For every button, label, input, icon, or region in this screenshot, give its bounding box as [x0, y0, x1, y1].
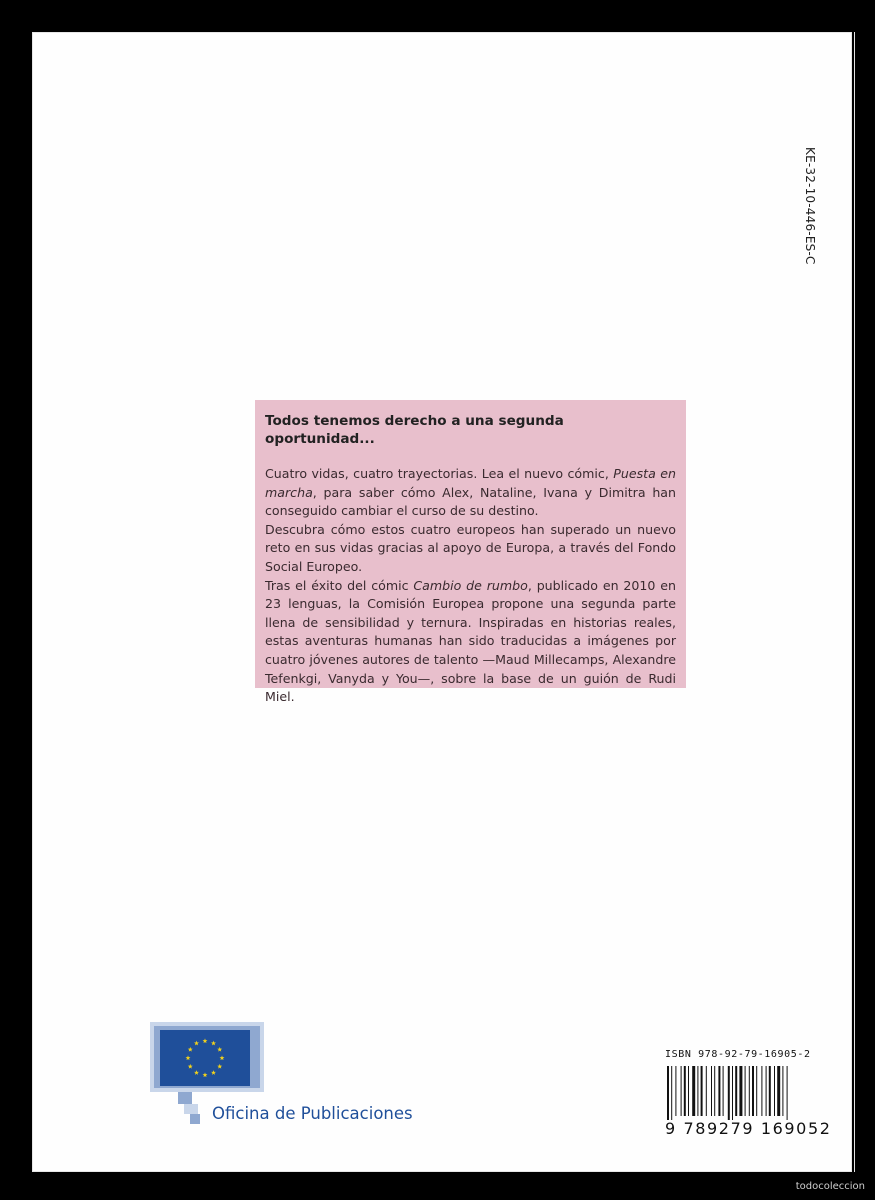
back-cover: [32, 32, 852, 1172]
blurb-p3-text: Tras el éxito del cómic: [265, 577, 414, 593]
barcode-bar: [723, 1066, 724, 1116]
barcode-bar: [774, 1066, 775, 1116]
barcode-bar: [718, 1066, 720, 1116]
blurb-p1-text: Cuatro vidas, cuatro trayectorias. Lea el nuevo cómic,: [265, 466, 614, 481]
blurb-paragraph-2: Descubra cómo estos cuatro europeos han superado un nuevo reto en sus vidas gracias al apoyo de Europa, a través del Fondo Social Europeo.: [265, 521, 676, 574]
barcode-bar: [761, 1066, 762, 1116]
barcode-bar: [769, 1066, 771, 1116]
barcode-bar: [714, 1066, 715, 1116]
barcode-bar: [787, 1066, 788, 1120]
barcode-bar: [756, 1066, 757, 1116]
watermark: todocoleccion: [795, 1181, 865, 1192]
barcode-bar: [745, 1066, 746, 1116]
barcode-bar: [749, 1066, 750, 1116]
barcode-bar: [701, 1066, 703, 1116]
blurb-paragraph-1: [265, 465, 676, 521]
barcode-bar: [684, 1066, 686, 1116]
blurb-p1-text-end: , para saber cómo Alex, Nataline, Ivana y Dimitra han conseguido cambiar el curso de su destino.: [265, 484, 676, 519]
barcode-digits: 9 789279 169052: [665, 1119, 832, 1138]
barcode-bar: [735, 1066, 737, 1116]
spine-fold-line: [854, 32, 855, 1172]
barcode-bar: [675, 1066, 676, 1116]
isbn-label: ISBN 978-92-79-16905-2: [665, 1049, 811, 1060]
blurb-p3-text-end: , publicado en 2010 en 23 lenguas, la Comisión Europea propone una segunda parte llena de sensibilidad y ternura. Inspiradas en historias reales, estas aventuras humanas han sido traducidas a imágenes por cuatro jóvenes autores de talento —Maud Millecamps, Alexandre Tefenkgi, Vanyda y You—, sobre la base de un guión de Rudi Miel.: [265, 577, 676, 705]
blurb-paragraph-3: [265, 577, 676, 707]
barcode-bar: [671, 1066, 672, 1120]
barcode-bar: [732, 1066, 733, 1120]
barcode-bar: [711, 1066, 712, 1116]
blurb-title: Todos tenemos derecho a una segunda oportunidad...: [265, 413, 564, 447]
barcode-bar: [777, 1066, 780, 1116]
isbn-barcode-block: [665, 1049, 832, 1138]
blurb-p1-italic-title: Puesta en marcha: [265, 466, 676, 500]
blurb-p3-italic-title: Cambio de rumbo: [413, 577, 528, 593]
barcode-bar: [782, 1066, 783, 1116]
publisher-name: Oficina de Publicaciones: [212, 1104, 413, 1123]
barcode-bar: [706, 1066, 707, 1116]
barcode-bar: [766, 1066, 767, 1116]
barcode-bar: [739, 1066, 742, 1116]
blurb-box: [255, 400, 686, 705]
barcode-bar: [728, 1066, 730, 1120]
barcode: [665, 1066, 817, 1120]
barcode-bar: [688, 1066, 689, 1116]
barcode-bar: [697, 1066, 698, 1116]
barcode-bar: [692, 1066, 695, 1116]
barcode-bar: [752, 1066, 754, 1116]
barcode-bar: [681, 1066, 682, 1116]
barcode-bar: [667, 1066, 669, 1120]
catalog-code: KE-32-10-446-ES-C: [803, 147, 817, 265]
